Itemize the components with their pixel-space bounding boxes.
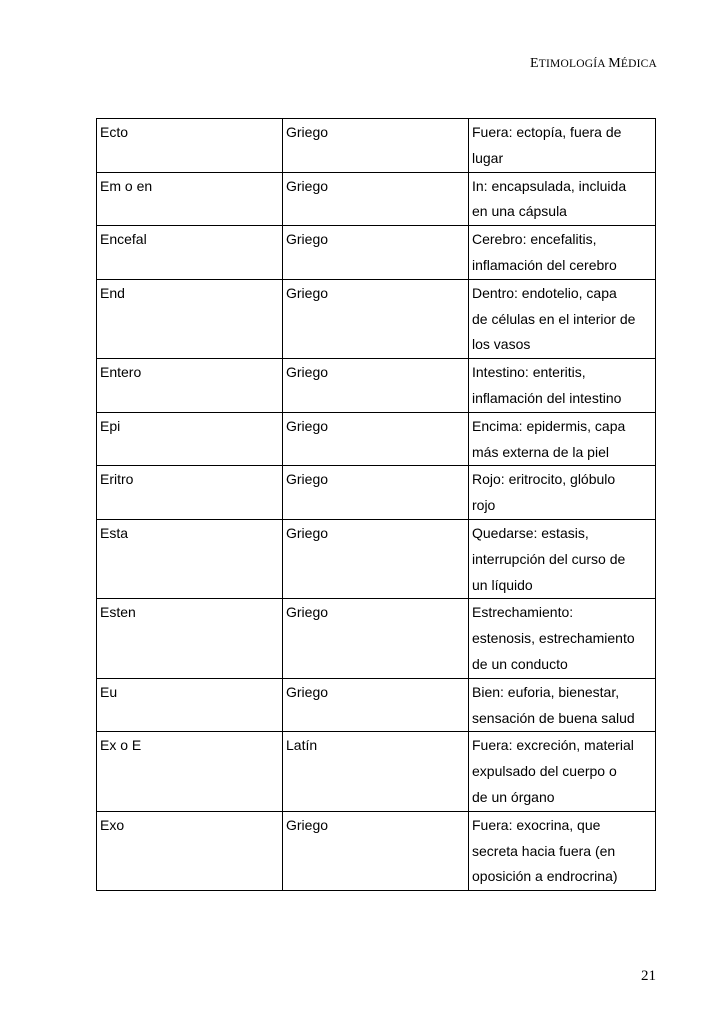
table-row (97, 678, 656, 732)
meaning-line: Fuera: excreción, material (472, 737, 634, 754)
root-cell: Encefal (97, 226, 283, 280)
root-cell: Esta (97, 519, 283, 598)
table-row (97, 359, 656, 413)
meaning-line: Cerebro: encefalitis, (472, 231, 597, 248)
root-cell: End (97, 279, 283, 358)
meaning-cell (469, 466, 656, 520)
meaning-line: Intestino: enteritis, (472, 364, 586, 381)
origin-cell: Griego (283, 811, 469, 890)
meaning-line: más externa de la piel (472, 443, 609, 460)
root-cell: Entero (97, 359, 283, 413)
header-text-2: ÉDICA (620, 58, 657, 70)
table-row (97, 811, 656, 890)
origin-cell: Griego (283, 359, 469, 413)
meaning-cell (469, 599, 656, 678)
table-row (97, 279, 656, 358)
meaning-cell (469, 359, 656, 413)
meaning-line: inflamación del cerebro (472, 256, 617, 273)
page-number: 21 (641, 968, 656, 984)
origin-cell: Latín (283, 732, 469, 811)
meaning-line: de un conducto (472, 655, 568, 672)
root-cell: Eritro (97, 466, 283, 520)
etymology-table-body (97, 119, 656, 891)
table-row (97, 519, 656, 598)
meaning-cell (469, 412, 656, 466)
meaning-line: lugar (472, 149, 504, 166)
origin-cell: Griego (283, 119, 469, 173)
origin-cell: Griego (283, 519, 469, 598)
origin-cell: Griego (283, 678, 469, 732)
header-initial-2: M (608, 56, 621, 71)
meaning-line: de un órgano (472, 788, 555, 805)
meaning-cell (469, 519, 656, 598)
meaning-line: rojo (472, 497, 496, 514)
root-cell: Esten (97, 599, 283, 678)
header-text-1: TIMOLOGÍA (538, 58, 606, 70)
meaning-line: un líquido (472, 576, 533, 593)
meaning-line: oposición a endrocrina) (472, 868, 618, 885)
meaning-cell (469, 732, 656, 811)
origin-cell: Griego (283, 279, 469, 358)
meaning-cell (469, 811, 656, 890)
meaning-line: los vasos (472, 336, 531, 353)
meaning-line: In: encapsulada, incluida (472, 177, 627, 194)
meaning-cell (469, 172, 656, 226)
meaning-cell (469, 119, 656, 173)
root-cell: Em o en (97, 172, 283, 226)
origin-cell: Griego (283, 226, 469, 280)
meaning-line: sensación de buena salud (472, 709, 635, 726)
table-row (97, 466, 656, 520)
header-initial-1: E (530, 56, 539, 71)
table-row (97, 172, 656, 226)
root-cell: Ex o E (97, 732, 283, 811)
origin-cell: Griego (283, 412, 469, 466)
meaning-cell (469, 279, 656, 358)
root-cell: Exo (97, 811, 283, 890)
meaning-line: secreta hacia fuera (en (472, 842, 616, 859)
table-row (97, 412, 656, 466)
running-header (530, 56, 657, 72)
meaning-line: Fuera: exocrina, que (472, 816, 601, 833)
table-row (97, 119, 656, 173)
table-row (97, 599, 656, 678)
origin-cell: Griego (283, 172, 469, 226)
table-row (97, 732, 656, 811)
meaning-cell (469, 226, 656, 280)
root-cell: Ecto (97, 119, 283, 173)
etymology-table (96, 118, 656, 891)
table-row (97, 226, 656, 280)
meaning-line: estenosis, estrechamiento (472, 630, 635, 647)
origin-cell: Griego (283, 599, 469, 678)
meaning-line: Estrechamiento: (472, 604, 574, 621)
meaning-line: Bien: euforia, bienestar, (472, 683, 620, 700)
meaning-line: inflamación del intestino (472, 389, 622, 406)
meaning-line: interrupción del curso de (472, 550, 626, 567)
meaning-line: Fuera: ectopía, fuera de (472, 124, 622, 140)
meaning-line: Encima: epidermis, capa (472, 417, 626, 434)
meaning-line: de células en el interior de (472, 310, 636, 327)
meaning-line: Rojo: eritrocito, glóbulo (472, 471, 616, 488)
meaning-line: Quedarse: estasis, (472, 524, 589, 541)
meaning-line: en una cápsula (472, 203, 567, 220)
root-cell: Eu (97, 678, 283, 732)
origin-cell: Griego (283, 466, 469, 520)
meaning-cell (469, 678, 656, 732)
root-cell: Epi (97, 412, 283, 466)
meaning-line: expulsado del cuerpo o (472, 763, 617, 780)
meaning-line: Dentro: endotelio, capa (472, 284, 617, 301)
